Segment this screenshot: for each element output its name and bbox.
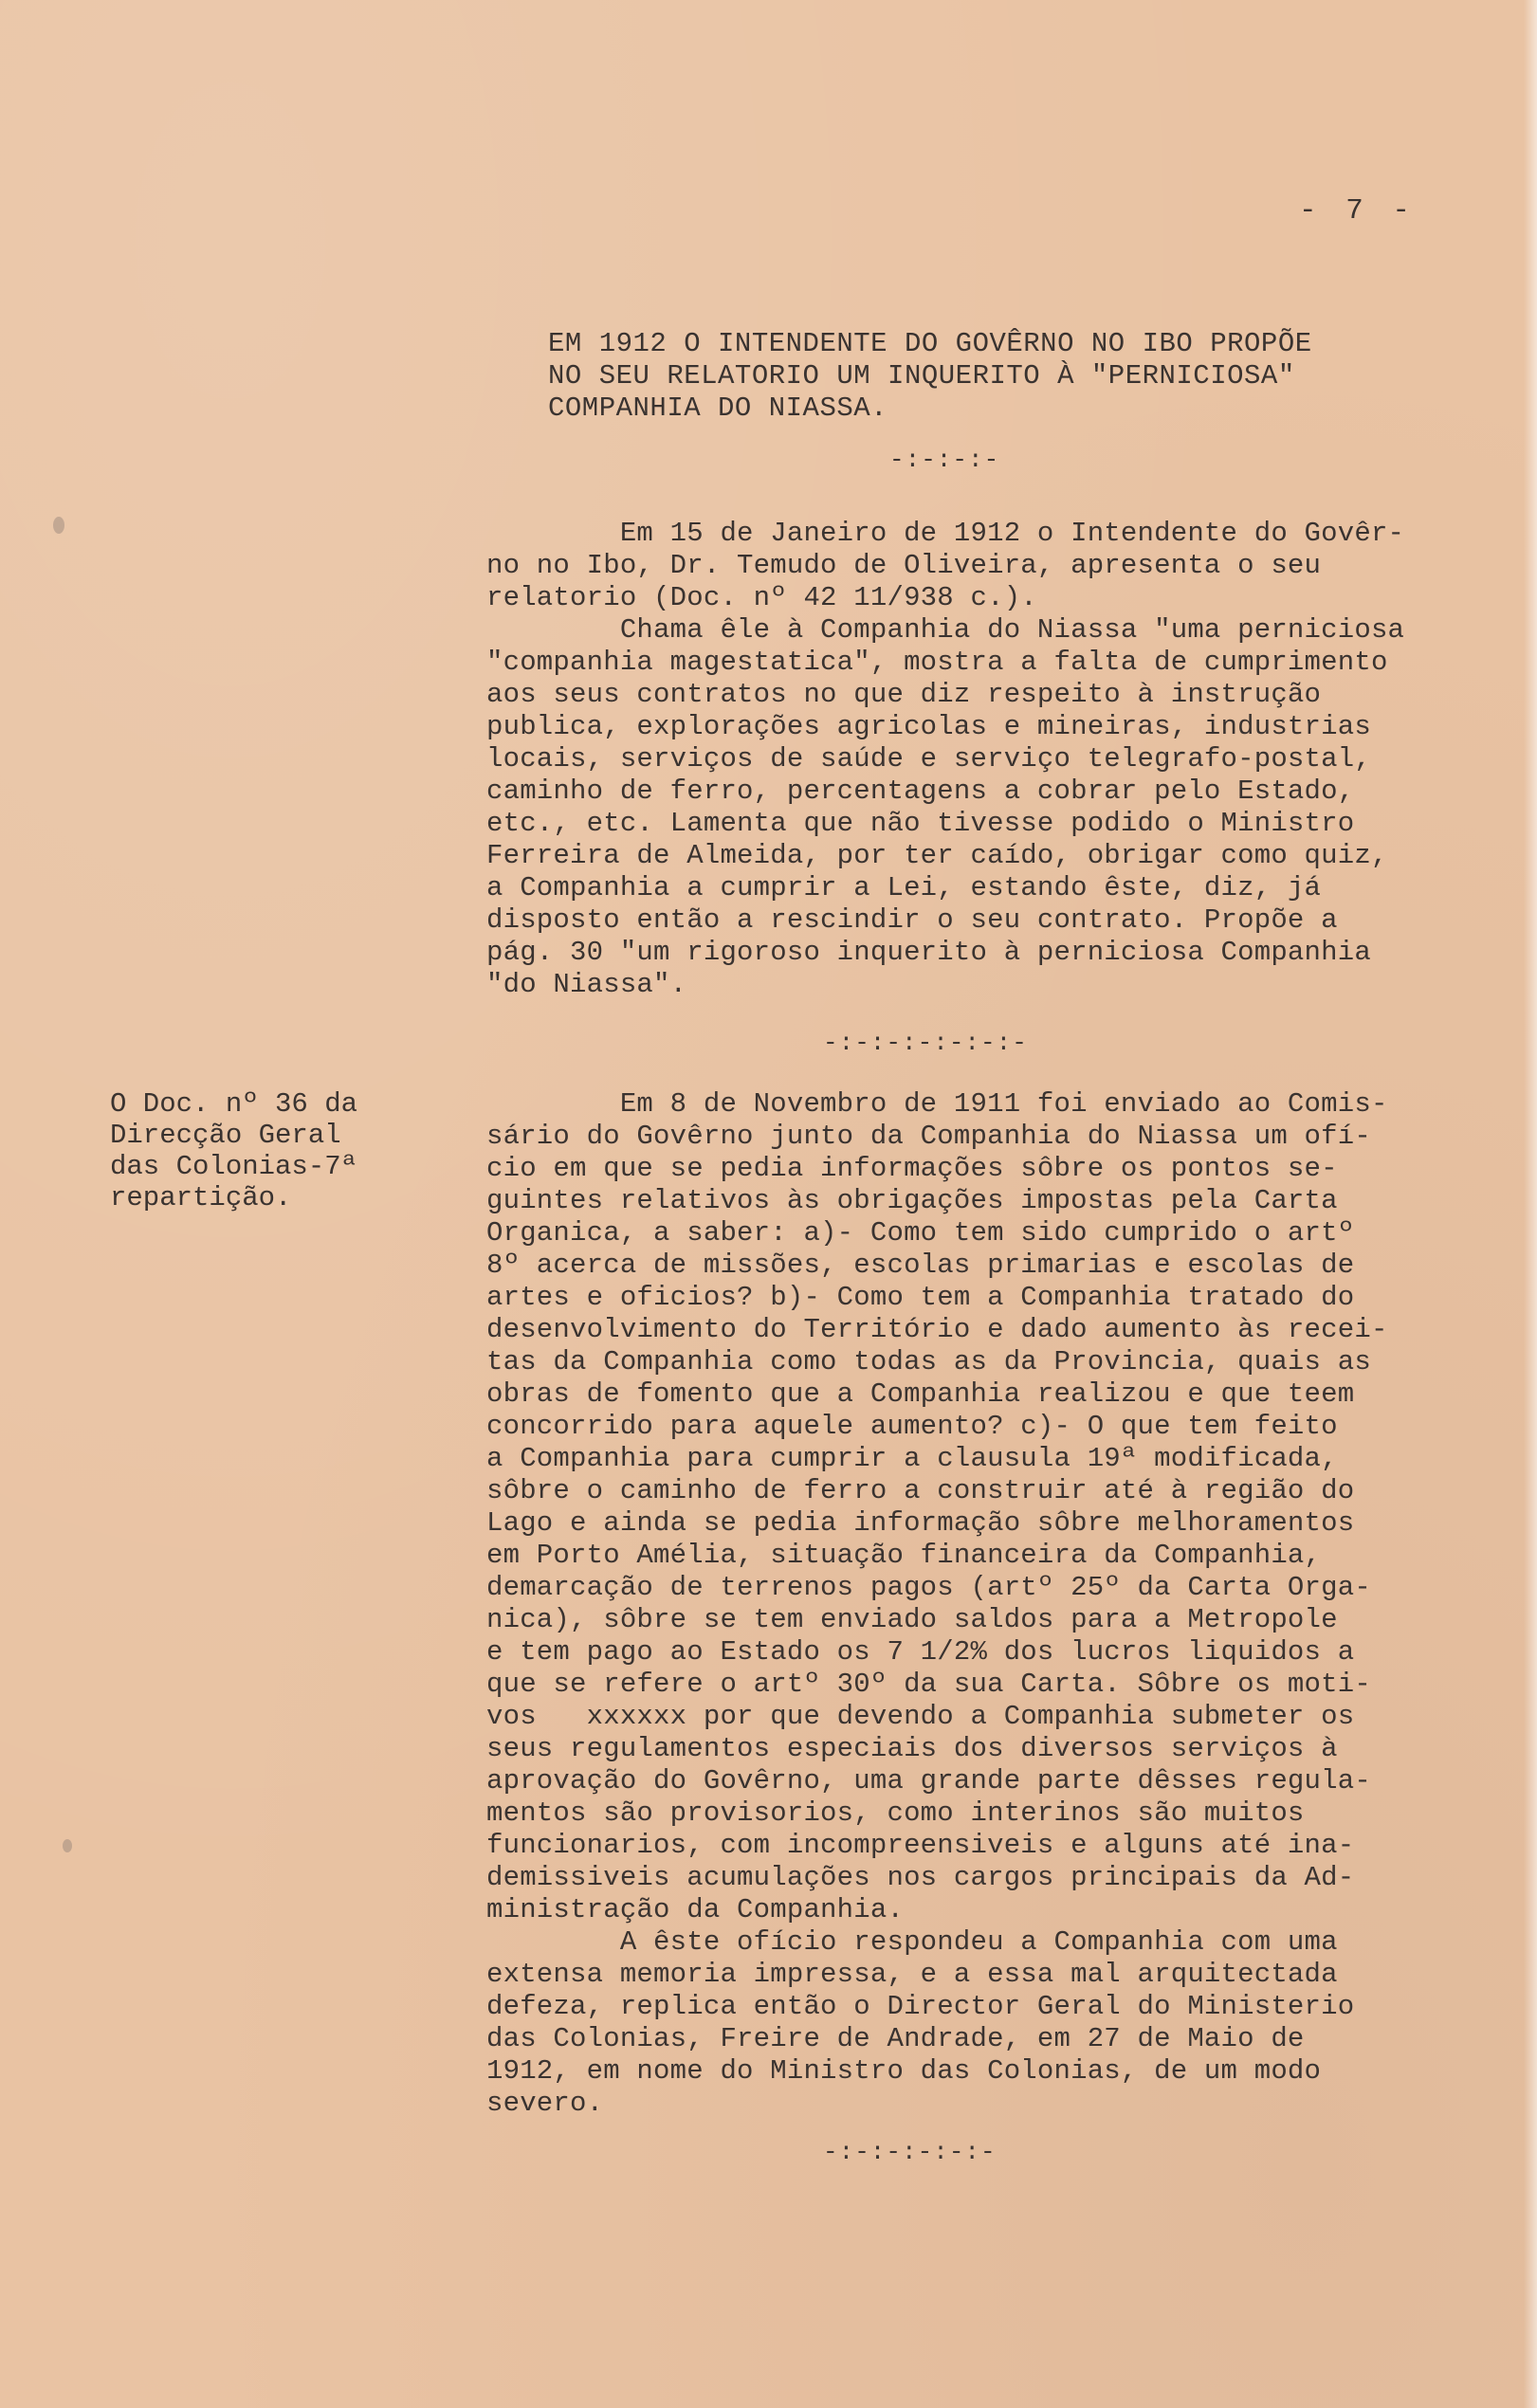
paragraph-line: seus regulamentos especiais dos diversos serviços à <box>486 1733 1338 1764</box>
paragraph-line: demarcação de terrenos pagos (artº 25º da Carta Orga- <box>486 1572 1371 1603</box>
paragraph-line: disposto então a rescindir o seu contrato. Propõe a <box>486 904 1338 936</box>
paragraph-line: etc., etc. Lamenta que não tivesse podido o Ministro <box>486 808 1355 839</box>
heading-line-2: NO SEU RELATORIO UM INQUERITO À "PERNICIOSA" <box>548 360 1295 392</box>
paragraph-line: Lago e ainda se pedia informação sôbre melhoramentos <box>486 1507 1355 1539</box>
ink-smudge <box>63 1839 72 1852</box>
paragraph-line: aos seus contratos no que diz respeito à instrução <box>486 679 1322 710</box>
separator-1: -:-:-:- <box>889 446 1000 474</box>
paragraph-line: mentos são provisorios, como interinos são muitos <box>486 1797 1305 1829</box>
paragraph-line: Em 8 de Novembro de 1911 foi enviado ao Comis- <box>486 1088 1388 1120</box>
paragraph-line: funcionarios, com incompreensiveis e alguns até ina- <box>486 1830 1355 1861</box>
paragraph-line: 8º acerca de missões, escolas primarias e escolas de <box>486 1250 1355 1281</box>
paragraph-line: tas da Companhia como todas as da Provincia, quais as <box>486 1346 1371 1377</box>
separator-3: -:-:-:-:-:- <box>823 2138 997 2166</box>
margin-note-line: repartição. <box>110 1182 292 1213</box>
paragraph-line: Em 15 de Janeiro de 1912 o Intendente do Govêr- <box>486 518 1405 549</box>
paragraph-line: no no Ibo, Dr. Temudo de Oliveira, apresenta o seu <box>486 550 1322 581</box>
paragraph-line: Organica, a saber: a)- Como tem sido cumprido o artº <box>486 1217 1355 1249</box>
paragraph-line: das Colonias, Freire de Andrade, em 27 de Maio de <box>486 2023 1305 2054</box>
paragraph-line: pág. 30 "um rigoroso inquerito à perniciosa Companhia <box>486 937 1371 968</box>
paragraph-line: Ferreira de Almeida, por ter caído, obrigar como quiz, <box>486 840 1388 871</box>
separator-2: -:-:-:-:-:-:- <box>823 1029 1028 1057</box>
heading-line-3: COMPANHIA DO NIASSA. <box>548 392 888 424</box>
paragraph-line: sário do Govêrno junto da Companhia do Niassa um ofí- <box>486 1121 1371 1152</box>
section-heading <box>548 328 1312 425</box>
paragraph-line: concorrido para aquele aumento? c)- O que tem feito <box>486 1411 1338 1442</box>
paragraph-line: a Companhia a cumprir a Lei, estando êste, diz, já <box>486 872 1322 903</box>
paragraph-line: em Porto Amélia, situação financeira da Companhia, <box>486 1540 1322 1571</box>
margin-note-line: das Colonias-7ª <box>110 1151 358 1182</box>
paragraph-line: demissiveis acumulações nos cargos principais da Ad- <box>486 1862 1355 1893</box>
paragraph-line: vos xxxxxx por que devendo a Companhia submeter os <box>486 1701 1355 1732</box>
paragraph-line: relatorio (Doc. nº 42 11/938 c.). <box>486 582 1037 613</box>
paragraph-line: aprovação do Govêrno, uma grande parte dêsses regula- <box>486 1765 1371 1797</box>
paragraph-line: A êste ofício respondeu a Companhia com uma <box>486 1926 1338 1958</box>
paragraph-line: locais, serviços de saúde e serviço telegrafo-postal, <box>486 743 1371 775</box>
paragraph-line: extensa memoria impressa, e a essa mal arquitectada <box>486 1959 1338 1990</box>
paragraph-line: que se refere o artº 30º da sua Carta. Sôbre os moti- <box>486 1669 1371 1700</box>
paragraph-line: guintes relativos às obrigações impostas pela Carta <box>486 1185 1338 1216</box>
margin-note-line: Direcção Geral <box>110 1120 341 1151</box>
page-number: - 7 - <box>1299 194 1417 228</box>
paragraph-line: sôbre o caminho de ferro a construir até à região do <box>486 1475 1355 1506</box>
paragraph-line: a Companhia para cumprir a clausula 19ª modificada, <box>486 1443 1338 1474</box>
paragraph-line: "do Niassa". <box>486 969 687 1000</box>
margin-note <box>110 1088 357 1213</box>
paragraph-line: e tem pago ao Estado os 7 1/2% dos lucros liquidos a <box>486 1636 1355 1668</box>
ink-smudge <box>53 517 64 534</box>
paragraph-line: artes e oficios? b)- Como tem a Companhia tratado do <box>486 1282 1355 1313</box>
paragraph-line: ministração da Companhia. <box>486 1894 905 1925</box>
paragraph-line: severo. <box>486 2088 604 2119</box>
paragraph-line: Chama êle à Companhia do Niassa "uma perniciosa <box>486 614 1405 646</box>
paragraph-1 <box>486 518 1404 1001</box>
paragraph-line: caminho de ferro, percentagens a cobrar pelo Estado, <box>486 775 1355 807</box>
paragraph-line: "companhia magestatica", mostra a falta de cumprimento <box>486 647 1388 678</box>
margin-note-line: O Doc. nº 36 da <box>110 1088 358 1120</box>
page-edge <box>1524 0 1537 2408</box>
paragraph-line: defeza, replica então o Director Geral do Ministerio <box>486 1991 1355 2022</box>
paragraph-line: publica, explorações agricolas e mineiras, industrias <box>486 711 1371 742</box>
paragraph-2 <box>486 1088 1388 2120</box>
paragraph-line: 1912, em nome do Ministro das Colonias, de um modo <box>486 2055 1322 2087</box>
paragraph-line: nica), sôbre se tem enviado saldos para a Metropole <box>486 1604 1338 1635</box>
paragraph-line: desenvolvimento do Território e dado aumento às recei- <box>486 1314 1388 1345</box>
paragraph-line: cio em que se pedia informações sôbre os pontos se- <box>486 1153 1338 1184</box>
paragraph-line: obras de fomento que a Companhia realizou e que teem <box>486 1378 1355 1410</box>
heading-line-1: EM 1912 O INTENDENTE DO GOVÊRNO NO IBO PROPÕE <box>548 328 1312 359</box>
